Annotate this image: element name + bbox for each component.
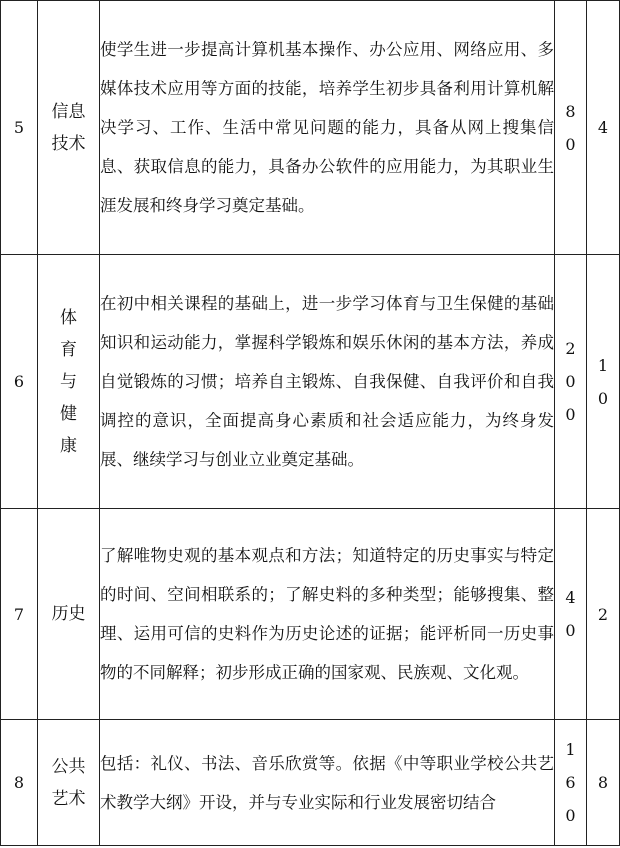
table-row (1, 509, 620, 720)
course-description: 包括：礼仪、书法、音乐欣赏等。依据《中等职业学校公共艺术教学大纲》开设，并与专业实际和行业发展密切结合 (100, 720, 555, 846)
course-number: 7 (1, 509, 38, 720)
course-name: 公共艺术 (51, 756, 86, 809)
course-hours: 80 (565, 101, 576, 154)
course-hours-cell (555, 509, 587, 720)
course-description: 使学生进一步提高计算机基本操作、办公应用、网络应用、多媒体技术应用等方面的技能，培养学生初步具备利用计算机解决学习、工作、生活中常见问题的能力，具备从网上搜集信息、获取信息的能力，具备办公软件的应用能力，为其职业生涯发展和终身学习奠定基础。 (100, 1, 555, 255)
course-hours-cell (555, 255, 587, 509)
course-name-cell (38, 255, 100, 509)
course-hours: 40 (565, 588, 576, 640)
course-credits: 4 (587, 1, 620, 255)
table-row (1, 1, 620, 255)
course-name: 历史 (38, 509, 100, 720)
course-credits: 8 (587, 720, 620, 846)
course-credits: 2 (587, 509, 620, 720)
course-hours-cell (555, 720, 587, 846)
table-row (1, 720, 620, 846)
table-row (1, 255, 620, 509)
course-number: 5 (1, 1, 38, 255)
course-name: 信息技术 (51, 101, 86, 154)
course-name-cell (38, 720, 100, 846)
course-hours: 200 (565, 339, 576, 424)
course-credits-cell (587, 255, 620, 509)
course-hours: 160 (565, 740, 576, 825)
course-hours-cell (555, 1, 587, 255)
course-description: 了解唯物史观的基本观点和方法；知道特定的历史事实与特定的时间、空间相联系的；了解史料的多种类型；能够搜集、整理、运用可信的史料作为历史论述的证据；能评析同一历史事物的不同解释；初步形成正确的国家观、民族观、文化观。 (100, 509, 555, 720)
course-credits: 10 (597, 355, 609, 408)
course-number: 8 (1, 720, 38, 846)
course-description: 在初中相关课程的基础上，进一步学习体育与卫生保健的基础知识和运动能力，掌握科学锻炼和娱乐休闲的基本方法，养成自觉锻炼的习惯；培养自主锻炼、自我保健、自我评价和自我调控的意识，全面提高身心素质和社会适应能力，为终身发展、继续学习与创业立业奠定基础。 (100, 255, 555, 509)
course-name: 体育与健康 (60, 307, 77, 456)
course-name-cell (38, 1, 100, 255)
course-number: 6 (1, 255, 38, 509)
